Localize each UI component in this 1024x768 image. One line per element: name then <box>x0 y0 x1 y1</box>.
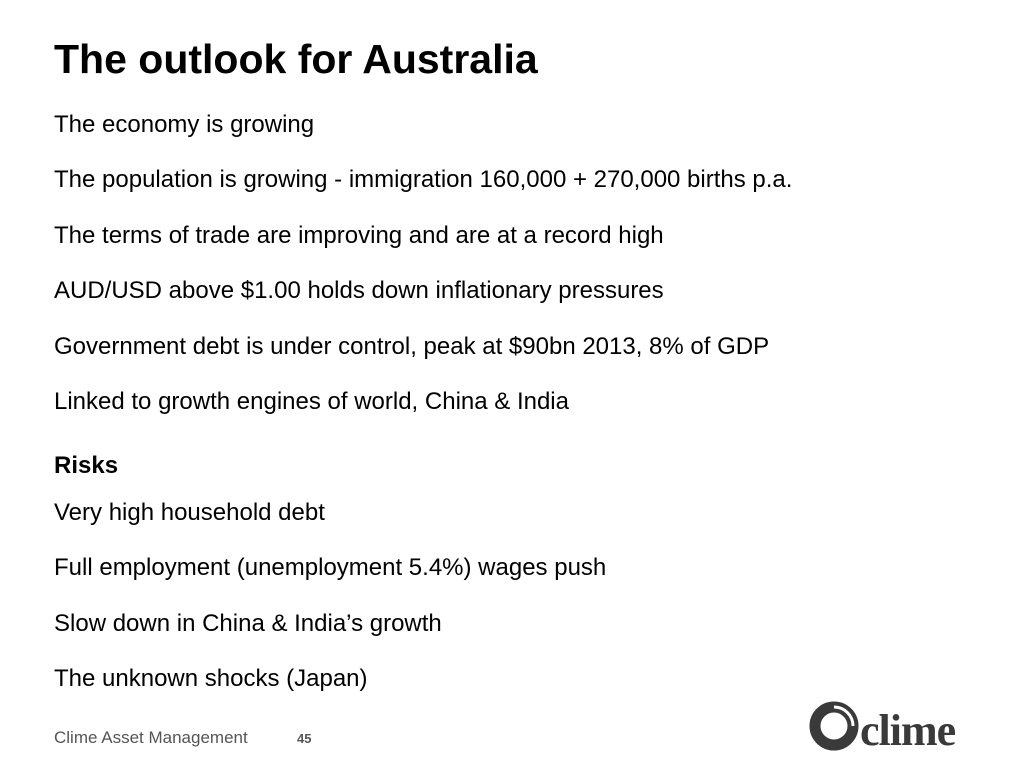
outlook-point: The terms of trade are improving and are at a record high <box>54 221 664 249</box>
risk-item: Full employment (unemployment 5.4%) wages push <box>54 554 607 582</box>
risk-item: Slow down in China & India’s growth <box>54 609 442 637</box>
slide-title: The outlook for Australia <box>54 36 538 82</box>
outlook-point: AUD/USD above $1.00 holds down inflationary pressures <box>54 277 664 305</box>
page-number: 45 <box>297 731 312 746</box>
clime-logo-graphic <box>808 700 998 752</box>
outlook-point: The population is growing - immigration 160,000 + 270,000 births p.a. <box>54 166 793 194</box>
risks-heading: Risks <box>54 452 119 479</box>
risk-item: Very high household debt <box>54 499 325 526</box>
outlook-point: The economy is growing <box>54 111 315 138</box>
risk-item: The unknown shocks (Japan) <box>54 665 368 693</box>
outlook-point: Government debt is under control, peak at $90bn 2013, 8% of GDP <box>54 332 770 360</box>
risks-list <box>54 498 606 720</box>
footer-company-name: Clime Asset Management <box>54 728 248 747</box>
outlook-point: Linked to growth engines of world, China & India <box>54 387 569 415</box>
outlook-points-list <box>54 110 792 442</box>
clime-logo-icon <box>808 700 998 752</box>
svg-text:clime: clime <box>860 706 956 752</box>
